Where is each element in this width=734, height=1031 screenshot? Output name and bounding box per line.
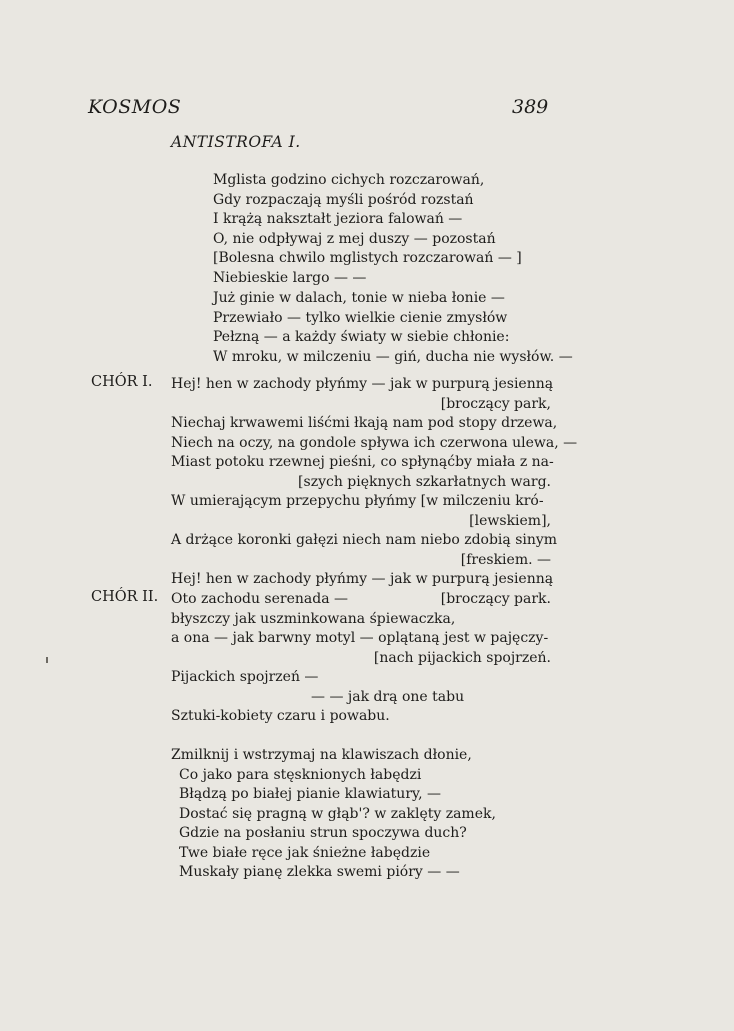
running-title: KOSMOS (88, 96, 182, 118)
verse-line: W umierającym przepychu płyńmy [w milczeniu kró- (171, 493, 544, 509)
verse-line-continuation: [freskiem. — (460, 551, 551, 568)
verse-line-continuation: [szych pięknych szkarłatnych warg. (298, 473, 551, 490)
verse-line-continuation: [broczący park, (440, 395, 551, 412)
verse-line: A drżące koronki gałęzi niech nam niebo zdobią sinym (171, 532, 558, 548)
verse-line: Oto zachodu serenada — (171, 591, 348, 607)
verse-line: błyszczy jak uszminkowana śpiewaczka, (171, 610, 456, 627)
verse-line: Mglista godzino cichych rozczarowań, (213, 172, 485, 188)
verse-line: Hej! hen w zachody płyńmy — jak w purpurą jesienną (171, 376, 554, 392)
speaker-chor-1: CHÓR I. (91, 374, 153, 390)
verse-line: Dostać się pragną w głąb'? w zaklęty zamek, (179, 805, 496, 822)
verse-line: Twe białe ręce jak śnieżne łabędzie (179, 844, 431, 861)
verse-line: Zmilknij i wstrzymaj na klawiszach dłonie, (171, 747, 472, 763)
verse-line: Sztuki-kobiety czaru i powabu. (171, 708, 390, 724)
verse-line: Niebieskie largo — — (213, 269, 367, 286)
verse-line: Niech na oczy, na gondole spływa ich czerwona ulewa, — (171, 434, 578, 451)
verse-line: Błądzą po białej pianie klawiatury, — (179, 786, 441, 802)
chor-2-verse (171, 590, 551, 883)
chor-1-verse (171, 375, 578, 609)
verse-line: Muskały pianę zlekka swemi pióry — — (179, 864, 460, 880)
verse-line: Hej! hen w zachody płyńmy — jak w purpurą jesienną (171, 571, 554, 587)
page-number: 389 (512, 96, 549, 118)
verse-line: Gdy rozpaczają myśli pośród rozstań (213, 191, 474, 208)
section-title: ANTISTROFA I. (171, 133, 301, 151)
page-speck (46, 657, 48, 663)
verse-line-continuation: [lewskiem], (469, 512, 551, 529)
verse-line: a ona — jak barwny motyl — oplątaną jest w pajęczy- (171, 630, 549, 646)
verse-line-continuation: [nach pijackich spojrzeń. (373, 649, 551, 666)
verse-line: I krążą nakształt jeziora falowań — (213, 211, 463, 227)
verse-line: Gdzie na posłaniu strun spoczywa duch? (179, 825, 467, 841)
verse-line: Pełzną — a każdy światy w siebie chłonie: (213, 329, 510, 345)
verse-line: Miast potoku rzewnej pieśni, co spłynąćby miała z na- (171, 454, 554, 470)
verse-line: Niechaj krwawemi liśćmi łkają nam pod stopy drzewa, (171, 415, 558, 431)
verse-line: Już ginie w dalach, tonie w nieba łonie — (213, 290, 505, 306)
verse-line: Przewiało — tylko wielkie cienie zmysłów (213, 309, 508, 326)
verse-line: Co jako para stęsknionych łabędzi (179, 766, 422, 783)
antistrofa-stanza-1 (213, 171, 522, 288)
verse-line: O, nie odpływaj z mej duszy — pozostań (213, 230, 496, 247)
verse-line-continuation: [broczący park. (440, 590, 551, 607)
verse-line: — — jak drą one tabu (311, 688, 465, 705)
antistrofa-stanza-2 (213, 289, 573, 367)
stanza-gap (171, 727, 551, 747)
verse-line: Pijackich spojrzeń — (171, 669, 319, 685)
verse-line: W mroku, w milczeniu — giń, ducha nie wysłów. — (213, 348, 573, 365)
speaker-chor-2: CHÓR II. (91, 589, 159, 605)
verse-line: [Bolesna chwilo mglistych rozczarowań — ] (213, 250, 522, 266)
